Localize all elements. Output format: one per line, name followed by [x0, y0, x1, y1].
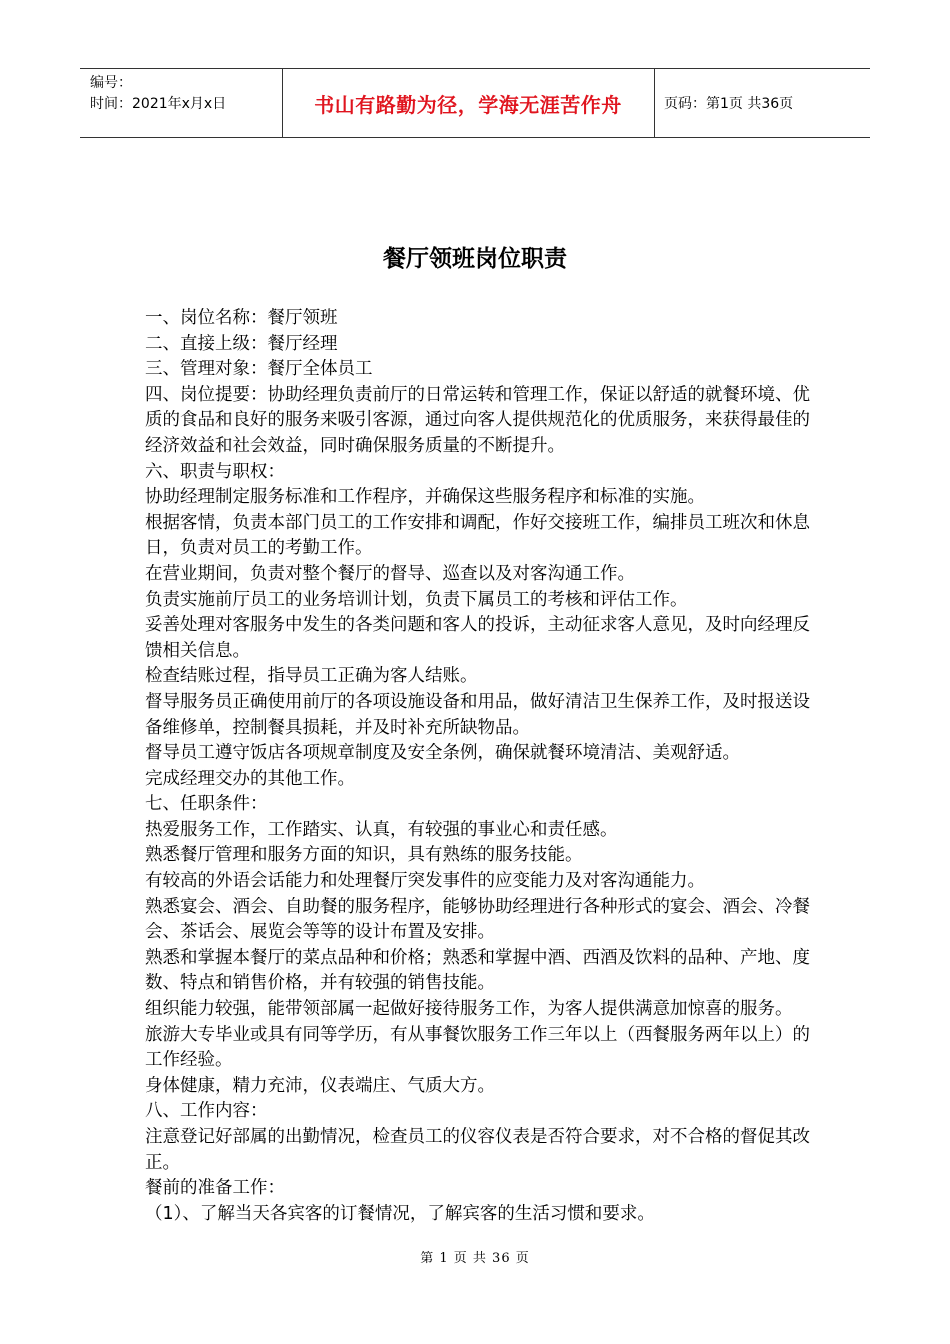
body-paragraph: 热爱服务工作，工作踏实、认真，有较强的事业心和责任感。 [145, 819, 618, 840]
body-paragraph: 在营业期间，负责对整个餐厅的督导、巡查以及对客沟通工作。 [145, 563, 635, 584]
body-paragraph: 督导服务员正确使用前厅的各项设施设备和用品，做好清洁卫生保养工作，及时报送设备维修单，控制餐具损耗，并及时补充所缺物品。 [145, 691, 810, 738]
body-paragraph: 组织能力较强，能带领部属一起做好接待服务工作，为客人提供满意加惊喜的服务。 [145, 999, 793, 1020]
body-paragraph: 根据客情，负责本部门员工的工作安排和调配，作好交接班工作，编排员工班次和休息日，负责对员工的考勤工作。 [145, 512, 810, 559]
document-number-label: 编号： [90, 75, 132, 91]
header-left [90, 73, 226, 115]
body-paragraph: 七、任职条件： [145, 794, 268, 815]
page-header [80, 68, 870, 138]
body-paragraph: 旅游大专毕业或具有同等学历，有从事餐饮服务工作三年以上（西餐服务两年以上）的工作经验。 [145, 1024, 810, 1071]
body-paragraph: 妥善处理对客服务中发生的各类问题和客人的投诉，主动征求客人意见，及时向经理反馈相关信息。 [145, 615, 810, 661]
document-body [145, 306, 810, 1227]
body-paragraph: 二、直接上级：餐厅经理 [145, 333, 338, 354]
body-paragraph: 三、管理对象：餐厅全体员工 [145, 359, 373, 380]
page-footer: 第 1 页 共 36 页 [420, 1251, 530, 1266]
body-paragraph: 有较高的外语会话能力和处理餐厅突发事件的应变能力及对客沟通能力。 [145, 871, 705, 892]
header-page-info: 页码：第1页 共36页 [664, 96, 794, 112]
header-motto: 书山有路勤为径，学海无涯苦作舟 [314, 92, 622, 117]
body-paragraph: 四、岗位提要：协助经理负责前厅的日常运转和管理工作，保证以舒适的就餐环境、优质的食品和良好的服务来吸引客源，通过向客人提供规范化的优质服务，来获得最佳的经济效益和社会效益，同时确保服务质量的不断提升。 [145, 384, 810, 456]
body-paragraph: 注意登记好部属的出勤情况，检查员工的仪容仪表是否符合要求，对不合格的督促其改正。 [145, 1127, 810, 1173]
body-paragraph: （1）、了解当天各宾客的订餐情况，了解宾客的生活习惯和要求。 [145, 1203, 655, 1224]
header-divider [654, 69, 655, 137]
body-paragraph: 督导员工遵守饭店各项规章制度及安全条例，确保就餐环境清洁、美观舒适。 [145, 743, 740, 764]
body-paragraph: 协助经理制定服务标准和工作程序，并确保这些服务程序和标准的实施。 [145, 487, 705, 508]
body-paragraph: 检查结账过程，指导员工正确为客人结账。 [145, 666, 478, 687]
body-paragraph: 八、工作内容： [145, 1101, 268, 1122]
body-paragraph: 熟悉和掌握本餐厅的菜点品种和价格；熟悉和掌握中酒、西酒及饮料的品种、产地、度数、特点和销售价格，并有较强的销售技能。 [145, 947, 810, 994]
body-paragraph: 完成经理交办的其他工作。 [145, 768, 355, 789]
body-paragraph: 六、职责与职权： [145, 461, 285, 482]
body-paragraph: 熟悉餐厅管理和服务方面的知识，具有熟练的服务技能。 [145, 845, 583, 866]
body-paragraph: 一、岗位名称：餐厅领班 [145, 308, 338, 328]
body-paragraph: 负责实施前厅员工的业务培训计划，负责下属员工的考核和评估工作。 [145, 589, 688, 610]
body-paragraph: 餐前的准备工作： [145, 1178, 285, 1199]
body-paragraph: 熟悉宴会、酒会、自助餐的服务程序，能够协助经理进行各种形式的宴会、酒会、冷餐会、茶话会、展览会等等的设计布置及安排。 [145, 896, 810, 943]
body-paragraph: 身体健康，精力充沛，仪表端庄、气质大方。 [145, 1075, 495, 1096]
document-date: 时间：2021年x月x日 [90, 96, 227, 112]
document-title: 餐厅领班岗位职责 [383, 245, 567, 272]
